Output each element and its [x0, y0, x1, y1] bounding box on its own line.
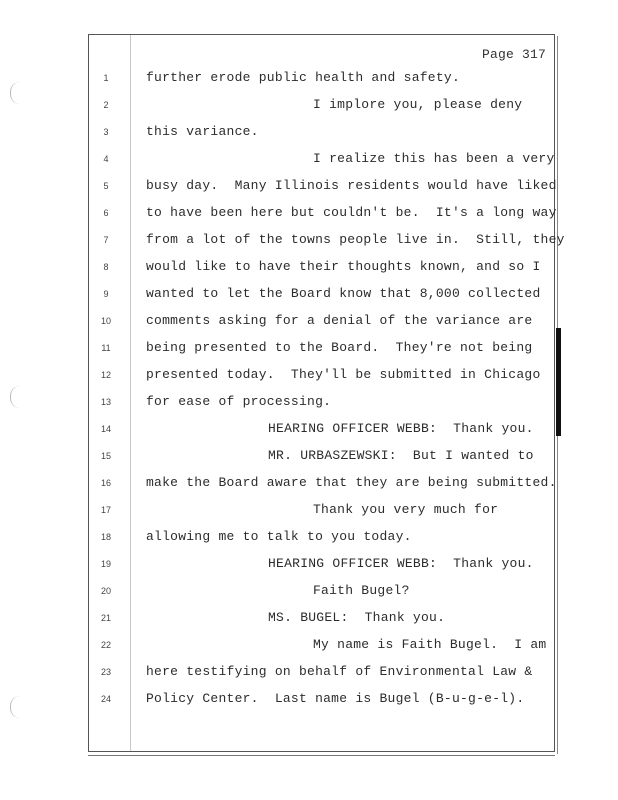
transcript-line: for ease of processing.: [146, 394, 332, 409]
line-number: 21: [100, 613, 111, 623]
transcript-line: allowing me to talk to you today.: [146, 529, 412, 544]
line-number: 10: [100, 316, 111, 326]
transcript-line: here testifying on behalf of Environmental Law &: [146, 664, 533, 679]
transcript-line: presented today. They'll be submitted in Chicago: [146, 367, 541, 382]
transcript-line: from a lot of the towns people live in. Still, they: [146, 232, 565, 247]
transcript-line: MR. URBASZEWSKI: But I wanted to: [268, 448, 534, 463]
line-number: 9: [103, 289, 109, 299]
line-number: 13: [100, 397, 111, 407]
line-number: 18: [100, 532, 111, 542]
transcript-line: this variance.: [146, 124, 259, 139]
line-number: 2: [103, 100, 109, 110]
line-number: 4: [103, 154, 109, 164]
line-number: 15: [100, 451, 111, 461]
punch-hole-mark: [10, 696, 25, 718]
page-border-shadow-bottom: [88, 755, 555, 756]
transcript-line: to have been here but couldn't be. It's a long way: [146, 205, 557, 220]
transcript-line: make the Board aware that they are being submitted.: [146, 475, 557, 490]
transcript-line: MS. BUGEL: Thank you.: [268, 610, 446, 625]
line-number: 24: [100, 694, 111, 704]
line-number: 8: [103, 262, 109, 272]
line-number: 22: [100, 640, 111, 650]
transcript-line: comments asking for a denial of the variance are: [146, 313, 533, 328]
transcript-line: wanted to let the Board know that 8,000 collected: [146, 286, 541, 301]
line-number: 12: [100, 370, 111, 380]
line-number: 6: [103, 208, 109, 218]
line-number: 14: [100, 424, 111, 434]
transcript-line: further erode public health and safety.: [146, 70, 460, 85]
line-number: 20: [100, 586, 111, 596]
transcript-line: Policy Center. Last name is Bugel (B-u-g-e-l).: [146, 691, 525, 706]
transcript-line: busy day. Many Illinois residents would have liked: [146, 178, 557, 193]
punch-hole-mark: [10, 386, 25, 408]
line-number: 5: [103, 181, 109, 191]
page-number: Page 317: [481, 47, 546, 62]
transcript-line: would like to have their thoughts known, and so I: [146, 259, 541, 274]
line-number: 16: [100, 478, 111, 488]
scan-edge-bar: [556, 328, 561, 436]
line-number: 19: [100, 559, 111, 569]
transcript-line: My name is Faith Bugel. I am: [313, 637, 547, 652]
transcript-line: I realize this has been a very: [313, 151, 555, 166]
transcript-line: I implore you, please deny: [313, 97, 523, 112]
line-number: 7: [103, 235, 109, 245]
line-number: 17: [100, 505, 111, 515]
transcript-line: Faith Bugel?: [313, 583, 410, 598]
line-number: 1: [103, 73, 109, 83]
line-number: 11: [101, 343, 111, 353]
transcript-line: being presented to the Board. They're not being: [146, 340, 533, 355]
transcript-line: HEARING OFFICER WEBB: Thank you.: [268, 556, 534, 571]
punch-hole-mark: [10, 82, 25, 104]
transcript-line: HEARING OFFICER WEBB: Thank you.: [268, 421, 534, 436]
transcript-line: Thank you very much for: [313, 502, 499, 517]
line-number-margin-rule: [130, 35, 131, 751]
line-number: 3: [103, 127, 109, 137]
line-number: 23: [100, 667, 111, 677]
